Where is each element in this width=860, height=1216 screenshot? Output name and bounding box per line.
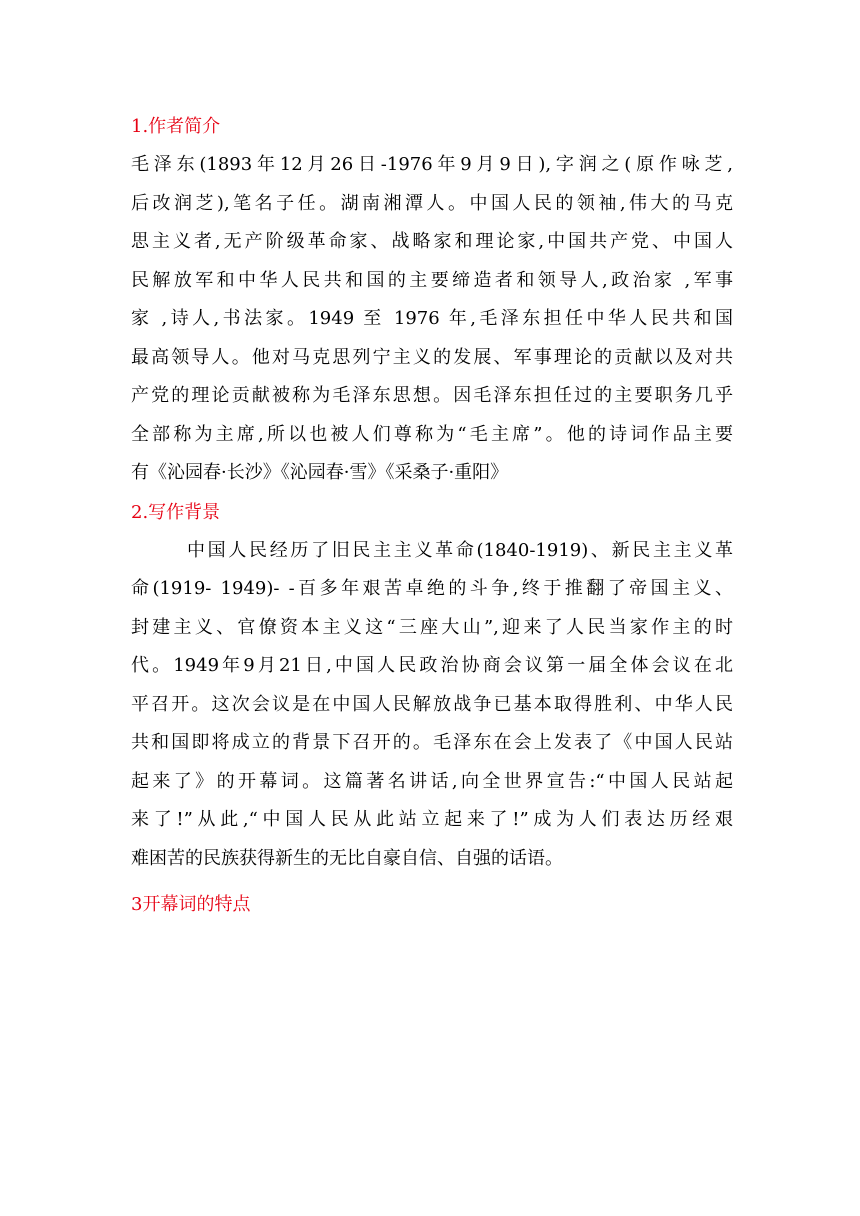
paragraph-line: 封建主义、官僚资本主义这“三座大山”,迎来了人民当家作主的时 — [131, 616, 733, 638]
paragraph-line: 共和国即将成立的背景下召开的。毛泽东在会上发表了《中国人民站 — [131, 732, 733, 753]
document-body — [131, 108, 733, 924]
paragraph-line: 全部称为主席,所以也被人们尊称为“毛主席”。他的诗词作品主要 — [131, 423, 733, 445]
paragraph-line: 有《沁园春·长沙》《沁园春·雪》《采桑子·重阳》 — [131, 462, 509, 483]
paragraph-line: 民解放军和中华人民共和国的主要缔造者和领导人,政治家 ,军事 — [131, 269, 733, 291]
paragraph-line: 家 ,诗人,书法家。1949 至 1976 年,毛泽东担任中华人民共和国 — [131, 308, 733, 329]
author-paragraph — [131, 146, 733, 493]
paragraph-line: 思主义者,无产阶级革命家、战略家和理论家,中国共产党、中国人 — [131, 231, 733, 252]
section-heading-features: 3开幕词的特点 — [131, 894, 251, 915]
paragraph-line: 平召开。这次会议是在中国人民解放战争已基本取得胜利、中华人民 — [131, 693, 733, 715]
paragraph-line: 起来了》的开幕词。这篇著名讲话,向全世界宣告:“中国人民站起 — [131, 770, 733, 792]
section-heading-background: 2.写作背景 — [131, 501, 221, 523]
paragraph-line: 难困苦的民族获得新生的无比自豪自信、自强的话语。 — [131, 847, 563, 869]
paragraph-line: 毛泽东(1893年12月26日-1976年9月9日),字润之(原作咏芝, — [131, 154, 733, 175]
paragraph-line-indented: 中国人民经历了旧民主主义革命(1840-1919)、新民主主义革 — [187, 539, 733, 561]
paragraph-line: 代。1949年9月21日,中国人民政治协商会议第一届全体会议在北 — [131, 655, 733, 676]
paragraph-line: 产党的理论贡献被称为毛泽东思想。因毛泽东担任过的主要职务几乎 — [131, 385, 733, 406]
paragraph-line: 命(1919- 1949)- -百多年艰苦卓绝的斗争,终于推翻了帝国主义、 — [131, 578, 733, 599]
background-paragraph — [131, 532, 733, 879]
section-heading-author: 1.作者简介 — [131, 116, 221, 137]
paragraph-line: 后改润芝),笔名子任。湖南湘潭人。中国人民的领袖,伟大的马克 — [131, 192, 733, 214]
paragraph-line: 最高领导人。他对马克思列宁主义的发展、军事理论的贡献以及对共 — [131, 346, 733, 368]
paragraph-line: 来了!”从此,“中国人民从此站立起来了!”成为人们表达历经艰 — [131, 809, 733, 830]
